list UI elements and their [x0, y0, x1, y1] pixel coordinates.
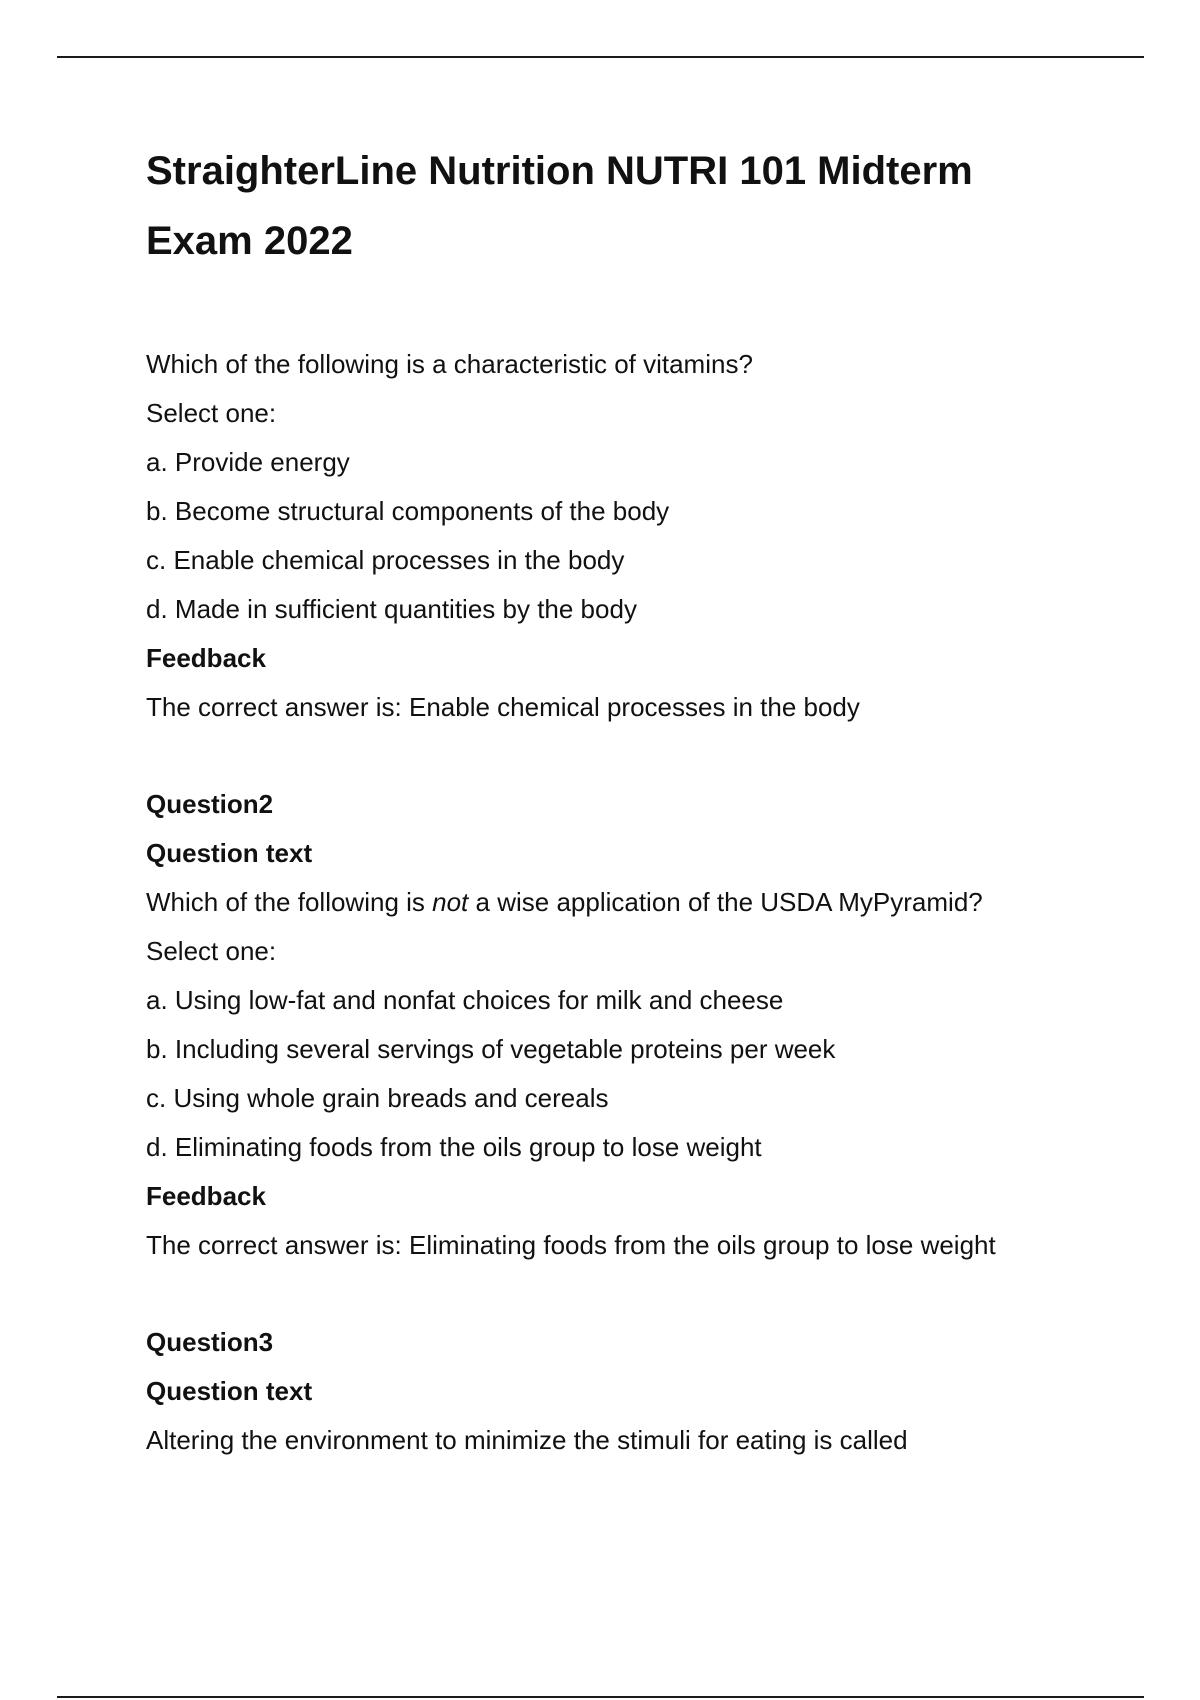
top-rule [57, 56, 1144, 58]
option-b: b. Become structural components of the body [146, 496, 670, 526]
option-d: d. Made in sufficient quantities by the body [146, 594, 637, 624]
stem-emphasis: not [432, 887, 469, 917]
question-text-label: Question text [146, 838, 313, 868]
select-prompt: Select one: [146, 936, 277, 966]
question-stem [146, 878, 1136, 927]
stem-after: a wise application of the USDA MyPyramid? [468, 887, 983, 917]
feedback-label: Feedback [146, 643, 266, 673]
stem-before: Which of the following is [146, 887, 433, 917]
option-d: d. Eliminating foods from the oils group to lose weight [146, 1132, 762, 1162]
question-text-label: Question text [146, 1376, 313, 1406]
option-b: b. Including several servings of vegetable proteins per week [146, 1034, 836, 1064]
document-body [146, 136, 1136, 1465]
option-a: a. Using low-fat and nonfat choices for milk and cheese [146, 985, 784, 1015]
bottom-rule [57, 1696, 1144, 1698]
feedback-text: The correct answer is: Eliminating foods from the oils group to lose weight [146, 1230, 996, 1260]
feedback-text: The correct answer is: Enable chemical processes in the body [146, 692, 860, 722]
title-line-1: StraighterLine Nutrition NUTRI 101 Midterm [146, 149, 973, 193]
option-a: a. Provide energy [146, 447, 350, 477]
question-3 [146, 1318, 1136, 1465]
question-stem: Altering the environment to minimize the stimuli for eating is called [146, 1425, 908, 1455]
question-number: Question3 [146, 1327, 274, 1357]
document-title [146, 136, 1136, 276]
question-1 [146, 340, 1136, 732]
feedback-label: Feedback [146, 1181, 266, 1211]
option-c: c. Enable chemical processes in the body [146, 545, 625, 575]
question-2 [146, 780, 1136, 1270]
option-c: c. Using whole grain breads and cereals [146, 1083, 609, 1113]
question-stem: Which of the following is a characteristic of vitamins? [146, 349, 753, 379]
question-number: Question2 [146, 789, 274, 819]
title-line-2: Exam 2022 [146, 219, 353, 263]
select-prompt: Select one: [146, 398, 277, 428]
